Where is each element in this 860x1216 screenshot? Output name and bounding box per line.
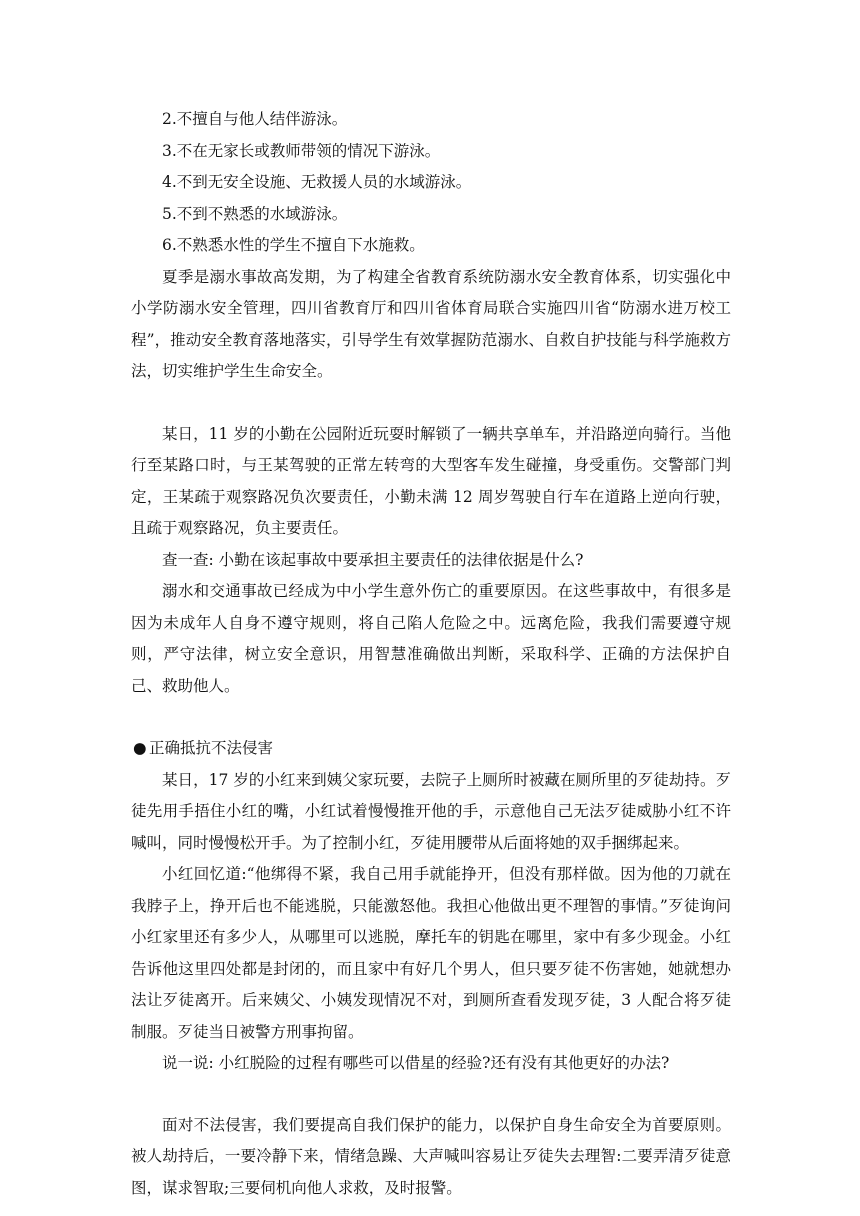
rule-item-2: 2.不擅自与他人结伴游泳。 (162, 110, 348, 128)
check-question-paragraph: 查一查: 小勤在该起事故中要承担主要责任的法律依据是什么? (162, 550, 584, 569)
document-body (131, 104, 731, 1204)
bullet-icon: ● (133, 739, 147, 757)
paragraph-spacer (131, 702, 731, 733)
summer-drowning-paragraph: 夏季是溺水事故高发期，为了构建全省教育系统防溺水安全教育体系，切实强化中小学防溺水安全管理，四川省教育厅和四川省体育局联合实施四川省“防溺水进万校工程”，推动安全教育落地落实，引导学生有效掌握防范溺水、自救自护技能与科学施救方法，切实维护学生生命安全。 (131, 267, 731, 380)
paragraph-spacer (131, 1080, 731, 1110)
rule-item-6: 6.不熟悉水性的学生不擅自下水施救。 (162, 236, 425, 254)
safety-conclusion-paragraph: 溺水和交通事故已经成为中小学生意外伤亡的重要原因。在这些事故中，有很多是因为未成年人自身不遵守规则，将自己陷人危险之中。远离危险，我我们需要遵守规则，严守法律，树立安全意识，用智慧准确做出判断，采取科学、正确的方法保护自己、救助他人。 (131, 582, 731, 695)
rule-item-3: 3.不在无家长或教师带领的情况下游泳。 (162, 141, 441, 160)
victim-recall-paragraph: 小红回忆道:“他绑得不紧，我自己用手就能挣开，但没有那样做。因为他的刀就在我脖子上，挣开后也不能逃脱，只能激怒他。我担心他做出更不理智的事情。”歹徒询问小红家里还有多少人，从哪里可以逃脱，摩托车的钥匙在哪里，家中有多少现金。小红告诉他这里四处都是封闭的，而且家中有好几个男人，但只要歹徒不伤害她，她就想办法让歹徒离开。后来姨父、小姨发现情况不对，到厕所查看发现歹徒，3 人配合将歹徒制服。歹徒当日被警方刑事拘留。 (131, 865, 731, 1041)
discussion-question-paragraph: 说一说: 小红脱险的过程有哪些可以借星的经验?还有没有其他更好的办法? (162, 1054, 670, 1072)
rule-item-4: 4.不到无安全设施、无救援人员的水域游泳。 (162, 173, 472, 191)
section-heading-text: 正确抵抗不法侵害 (149, 739, 274, 757)
hostage-case-paragraph: 某日，17 岁的小红来到姨父家玩要，去院子上厕所时被藏在厕所里的歹徒劫持。歹徒先用手捂住小红的嘴，小红试着慢慢推开他的手，示意他自己无法歹徒威胁小红不许喊叫，同时慢慢松开手。为了控制小红，歹徒用腰带从后面将她的双手捆绑起来。 (131, 770, 731, 852)
section-heading (131, 733, 731, 765)
self-protection-advice-paragraph: 面对不法侵害，我们要提高自我们保护的能力，以保护自身生命安全为首要原则。被人劫持后，一要冷静下来，情绪急躁、大声喊叫容易让歹徒失去理智:二要弄清歹徒意图，谋求智取;三要伺机向他人求救，及时报警。 (131, 1115, 731, 1197)
rule-item-5: 5.不到不熟悉的水域游泳。 (162, 204, 348, 223)
bike-accident-case-paragraph: 某日，11 岁的小勤在公园附近玩耍时解锁了一辆共享单车，并沿路逆向骑行。当他行至某路口时，与王某驾驶的正常左转弯的大型客车发生碰撞，身受重伤。交警部门判定，王某疏于观察路况负次要责任，小勤未满 12 周岁驾驶自行车在道路上逆向行驶，且疏于观察路况，负主要责任。 (131, 424, 731, 537)
paragraph-spacer (131, 388, 731, 419)
